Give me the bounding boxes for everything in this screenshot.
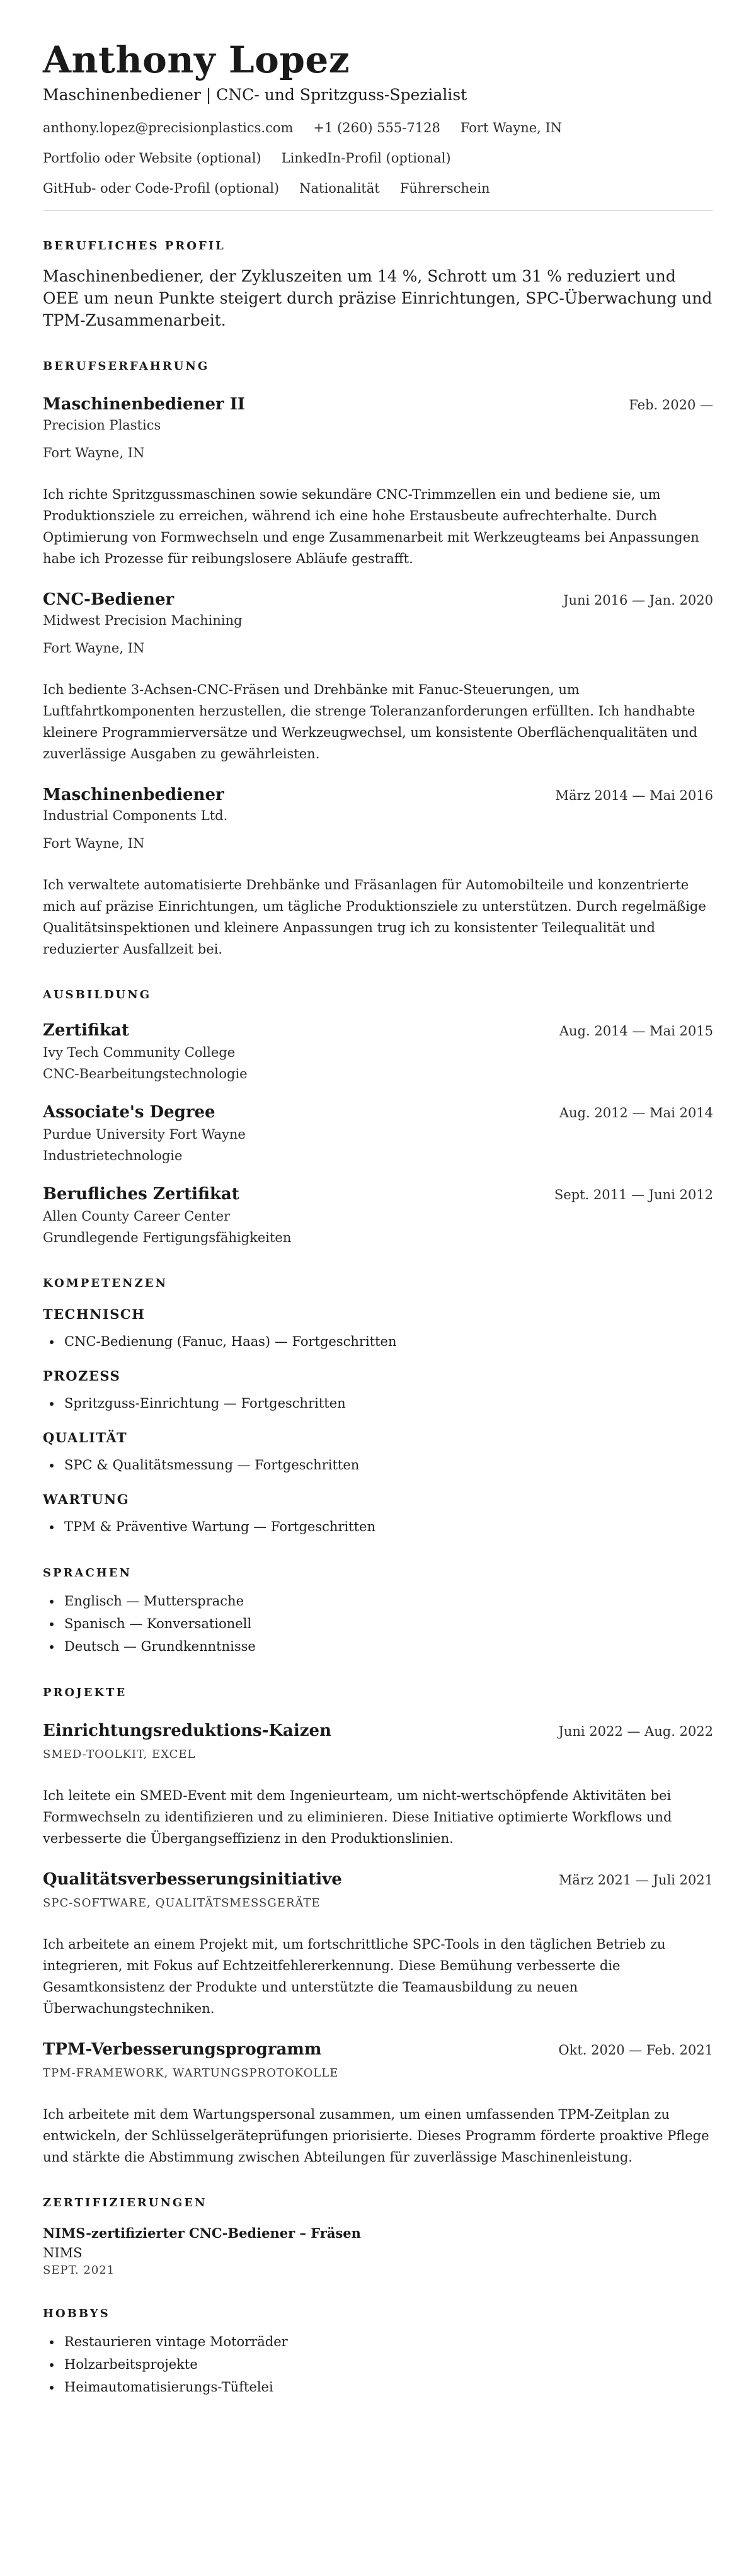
- school-name: Purdue University Fort Wayne: [43, 1127, 246, 1142]
- school-name: Ivy Tech Community College: [43, 1045, 236, 1060]
- hobby-item: • Holzarbeitsprojekte: [62, 2353, 713, 2376]
- skill-category: PROZESS: [43, 1368, 121, 1384]
- certification-entry: [43, 2223, 713, 2279]
- project-entry: [43, 1868, 713, 2019]
- skill-item: • CNC-Bedienung (Fanuc, Haas) — Fortgeschritten: [62, 1330, 713, 1353]
- language-item: • Spanisch — Konversationell: [62, 1612, 713, 1635]
- field-of-study: Grundlegende Fertigungsfähigkeiten: [43, 1230, 292, 1245]
- hobby-item: • Heimautomatisierungs-Tüftelei: [62, 2376, 713, 2398]
- job-title: Maschinenbediener: [43, 785, 224, 804]
- project-title: Qualitätsverbesserungsinitiative: [43, 1870, 342, 1889]
- job-date: Juni 2016 — Jan. 2020: [563, 593, 713, 608]
- school-name: Allen County Career Center: [43, 1209, 231, 1224]
- skill-item: • TPM & Präventive Wartung — Fortgeschritten: [62, 1515, 713, 1538]
- candidate-headline: Maschinenbediener | CNC- und Spritzguss-Spezialist: [43, 86, 467, 104]
- profile-summary: Maschinenbediener, der Zykluszeiten um 14 %, Schrott um 31 % reduziert und OEE um neun Punkte steigert durch präzise Einrichtungen, SPC-Überwachung und TPM-Zusammenarbeit.: [43, 267, 713, 329]
- contact-block: [43, 118, 713, 198]
- degree-title: Berufliches Zertifikat: [43, 1185, 239, 1204]
- skill-category: WARTUNG: [43, 1491, 130, 1507]
- hobbies-list: [43, 2330, 713, 2398]
- education-date: Sept. 2011 — Juni 2012: [554, 1187, 713, 1202]
- contact-row: [43, 179, 713, 198]
- job-location: Fort Wayne, IN: [43, 641, 145, 656]
- job-description: Ich richte Spritzgussmaschinen sowie sekundäre CNC-Trimmzellen ein und bediene sie, um Produktionsziele zu erreichen, während ich eine hohe Erstausbeute aufrechterhalte. Durch Optimierung von Formwechseln und enge Zusammenarbeit mit Werkzeugteams bei Anpassungen habe ich Prozesse für reibungslosere Abläufe gestrafft.: [43, 487, 699, 566]
- section-title-projects: PROJEKTE: [43, 1686, 127, 1699]
- skill-item: • Spritzguss-Einrichtung — Fortgeschritten: [62, 1392, 713, 1415]
- section-title-certifications: ZERTIFIZIERUNGEN: [43, 2196, 207, 2209]
- field-of-study: CNC-Bearbeitungstechnologie: [43, 1066, 248, 1081]
- job-title: Maschinenbediener II: [43, 395, 246, 414]
- education-date: Aug. 2014 — Mai 2015: [559, 1023, 713, 1039]
- project-description: Ich arbeitete an einem Projekt mit, um fortschrittliche SPC-Tools in den täglichen Betrieb zu integrieren, mit Fokus auf Echtzeitfehlererkennung. Diese Bemühung verbesserte die Gesamtkonsistenz der Produkte und unterstützte die Teamausbildung zu neuen Überwachungstechniken.: [43, 1937, 666, 2016]
- language-item: • Deutsch — Grundkenntnisse: [62, 1635, 713, 1658]
- skill-group: [43, 1428, 713, 1476]
- field-of-study: Industrietechnologie: [43, 1148, 183, 1163]
- certification-issuer: NIMS: [43, 2245, 83, 2260]
- degree-title: Zertifikat: [43, 1021, 129, 1040]
- job-location: Fort Wayne, IN: [43, 445, 145, 460]
- experience-entry: [43, 393, 713, 569]
- drivers-license-text: Führerschein: [399, 181, 490, 196]
- header-divider: [43, 210, 713, 211]
- skill-category: TECHNISCH: [43, 1306, 146, 1322]
- job-description: Ich bediente 3-Achsen-CNC-Fräsen und Drehbänke mit Fanuc-Steuerungen, um Luftfahrtkomponenten herzustellen, die strenge Toleranzanforderungen erfüllten. Ich handhabte kleinere Programmierversätze und Werkzeugwechsel, um konsistente Oberflächenqualitäten und zuverlässige Ausgaben zu gewährleisten.: [43, 682, 697, 761]
- skill-group: [43, 1305, 713, 1353]
- project-title: TPM-Verbesserungsprogramm: [43, 2040, 322, 2059]
- project-tech: SMED-TOOLKIT, EXCEL: [43, 1748, 196, 1761]
- linkedin-link[interactable]: LinkedIn-Profil (optional): [281, 151, 451, 166]
- section-title-experience: BERUFSERFAHRUNG: [43, 360, 210, 373]
- email-link[interactable]: anthony.lopez@precisionplastics.com: [43, 120, 294, 135]
- candidate-name: Anthony Lopez: [43, 38, 350, 81]
- languages-list: [43, 1590, 713, 1658]
- section-title-education: AUSBILDUNG: [43, 988, 152, 1001]
- education-entry: [43, 1101, 713, 1166]
- experience-entry: [43, 784, 713, 960]
- degree-title: Associate's Degree: [43, 1103, 215, 1122]
- job-date: März 2014 — Mai 2016: [555, 788, 713, 803]
- project-title: Einrichtungsreduktions-Kaizen: [43, 1721, 331, 1740]
- hobby-item: • Restaurieren vintage Motorräder: [62, 2330, 713, 2353]
- portfolio-link[interactable]: Portfolio oder Website (optional): [43, 151, 261, 166]
- language-item: • Englisch — Muttersprache: [62, 1590, 713, 1612]
- skill-group: [43, 1367, 713, 1415]
- contact-row: [43, 118, 713, 137]
- contact-row: [43, 149, 713, 168]
- job-date: Feb. 2020 —: [629, 397, 713, 413]
- project-date: Okt. 2020 — Feb. 2021: [558, 2043, 713, 2058]
- job-company: Industrial Components Ltd.: [43, 808, 228, 823]
- experience-entry: [43, 588, 713, 765]
- project-tech: TPM-FRAMEWORK, WARTUNGSPROTOKOLLE: [43, 2066, 339, 2080]
- job-location: Fort Wayne, IN: [43, 836, 145, 851]
- education-entry: [43, 1019, 713, 1085]
- project-description: Ich arbeitete mit dem Wartungspersonal zusammen, um einen umfassenden TPM-Zeitplan zu entwickeln, der Schlüsselgeräteprüfungen priorisierte. Dieses Programm förderte proaktive Pflege und stärkte die Abstimmung zwischen Abteilungen für zuverlässige Maschinenleistung.: [43, 2107, 709, 2165]
- skill-category: QUALITÄT: [43, 1430, 128, 1445]
- project-tech: SPC-SOFTWARE, QUALITÄTSMESSGERÄTE: [43, 1896, 321, 1910]
- skill-item: • SPC & Qualitätsmessung — Fortgeschritten: [62, 1454, 713, 1476]
- job-company: Precision Plastics: [43, 418, 161, 433]
- project-description: Ich leitete ein SMED-Event mit dem Ingenieurteam, um nicht-wertschöpfende Aktivitäten bei Formwechseln zu identifizieren und zu eliminieren. Diese Initiative optimierte Workflows und verbesserte die Übergangseffizienz in den Produktionslinien.: [43, 1788, 672, 1846]
- education-entry: [43, 1183, 713, 1248]
- education-date: Aug. 2012 — Mai 2014: [559, 1105, 713, 1120]
- section-title-hobbies: HOBBYS: [43, 2307, 110, 2320]
- job-company: Midwest Precision Machining: [43, 613, 243, 628]
- github-link[interactable]: GitHub- oder Code-Profil (optional): [43, 181, 280, 196]
- section-title-skills: KOMPETENZEN: [43, 1277, 168, 1290]
- phone-link[interactable]: +1 (260) 555-7128: [313, 120, 440, 135]
- certification-date: SEPT. 2021: [43, 2264, 115, 2277]
- location-text: Fort Wayne, IN: [460, 120, 563, 135]
- project-entry: [43, 1719, 713, 1849]
- section-title-profile: BERUFLICHES PROFIL: [43, 239, 226, 253]
- section-title-languages: SPRACHEN: [43, 1566, 132, 1580]
- skill-group: [43, 1490, 713, 1538]
- job-description: Ich verwaltete automatisierte Drehbänke und Fräsanlagen für Automobilteile und konzentrierte mich auf präzise Einrichtungen, um tägliche Produktionsziele zu unterstützen. Durch regelmäßige Qualitätsinspektionen und kleinere Anpassungen trug ich zu konsistenter Teilequalität und reduzierter Ausfallzeit bei.: [43, 877, 706, 957]
- certification-title: NIMS-zertifizierter CNC-Bediener – Fräsen: [43, 2225, 361, 2241]
- project-date: Juni 2022 — Aug. 2022: [558, 1724, 713, 1739]
- project-entry: [43, 2038, 713, 2168]
- nationality-text: Nationalität: [299, 181, 380, 196]
- job-title: CNC-Bediener: [43, 590, 175, 609]
- project-date: März 2021 — Juli 2021: [558, 1872, 713, 1888]
